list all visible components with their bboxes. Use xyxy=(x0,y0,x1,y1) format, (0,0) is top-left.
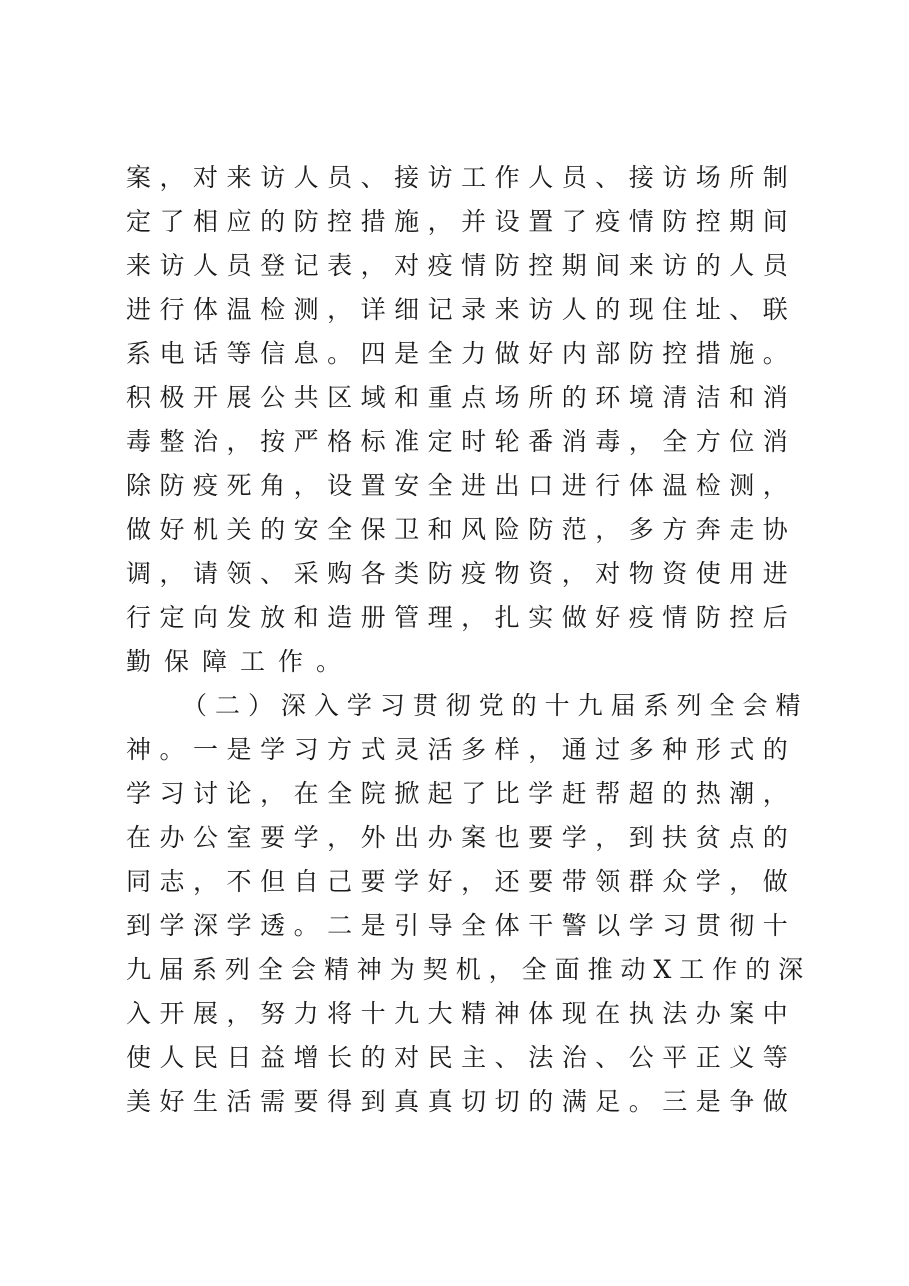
paragraph-1 xyxy=(126,156,788,684)
paragraph-2 xyxy=(126,684,804,1124)
text-line: 调 ， 请 领 、 采 购 各 类 防 疫 物 资 ， 对 物 资 使 用 进 xyxy=(126,559,788,588)
text-line: 行 定 向 发 放 和 造 册 管 理 ， 扎 实 做 好 疫 情 防 控 后 xyxy=(126,603,788,632)
text-line: 做 好 机 关 的 安 全 保 卫 和 风 险 防 范 ， 多 方 奔 走 协 xyxy=(126,515,788,544)
text-line: 使 人 民 日 益 增 长 的 对 民 主 、 法 治 、 公 平 正 义 等 xyxy=(126,1043,788,1072)
text-line: 学 习 讨 论 ， 在 全 院 掀 起 了 比 学 赶 帮 超 的 热 潮 ， xyxy=(126,779,788,808)
text-line: 定 了 相 应 的 防 控 措 施 ， 并 设 置 了 疫 情 防 控 期 间 xyxy=(126,207,788,236)
text-line: 进 行 体 温 检 测 ， 详 细 记 录 来 访 人 的 现 住 址 、 联 xyxy=(126,295,788,324)
body-text xyxy=(126,156,804,1124)
text-line: 案 ， 对 来 访 人 员 、 接 访 工 作 人 员 、 接 访 场 所 制 xyxy=(126,163,788,192)
text-line: 在 办 公 室 要 学 ， 外 出 办 案 也 要 学 ， 到 扶 贫 点 的 xyxy=(126,823,788,852)
text-line: 来 访 人 员 登 记 表 ， 对 疫 情 防 控 期 间 来 访 的 人 员 xyxy=(126,251,788,280)
text-line: 系 电 话 等 信 息 。 四 是 全 力 做 好 内 部 防 控 措 施 。 xyxy=(126,339,788,368)
text-line: 入 开 展 ， 努 力 将 十 九 大 精 神 体 现 在 执 法 办 案 中 xyxy=(126,999,788,1028)
text-line: 积 极 开 展 公 共 区 域 和 重 点 场 所 的 环 境 清 洁 和 消 xyxy=(126,383,788,412)
text-line: 九 届 系 列 全 会 精 神 为 契 机 ， 全 面 推 动 X 工 作 的 深 xyxy=(126,955,804,984)
text-line: 勤保障工作。 xyxy=(126,647,355,676)
text-line: 同 志 ， 不 但 自 己 要 学 好 ， 还 要 带 领 群 众 学 ， 做 xyxy=(126,867,788,896)
text-line: 神 。 一 是 学 习 方 式 灵 活 多 样 ， 通 过 多 种 形 式 的 xyxy=(126,735,788,764)
text-line: 毒 整 治 ， 按 严 格 标 准 定 时 轮 番 消 毒 ， 全 方 位 消 xyxy=(126,427,788,456)
text-line: （ 二 ） 深 入 学 习 贯 彻 党 的 十 九 届 系 列 全 会 精 xyxy=(182,691,801,720)
text-line: 到 学 深 学 透 。 二 是 引 导 全 体 干 警 以 学 习 贯 彻 十 xyxy=(126,911,788,940)
text-line: 美 好 生 活 需 要 得 到 真 真 切 切 的 满 足 。 三 是 争 做 xyxy=(126,1087,788,1116)
text-line: 除 防 疫 死 角 ， 设 置 安 全 进 出 口 进 行 体 温 检 测 ， xyxy=(126,471,788,500)
